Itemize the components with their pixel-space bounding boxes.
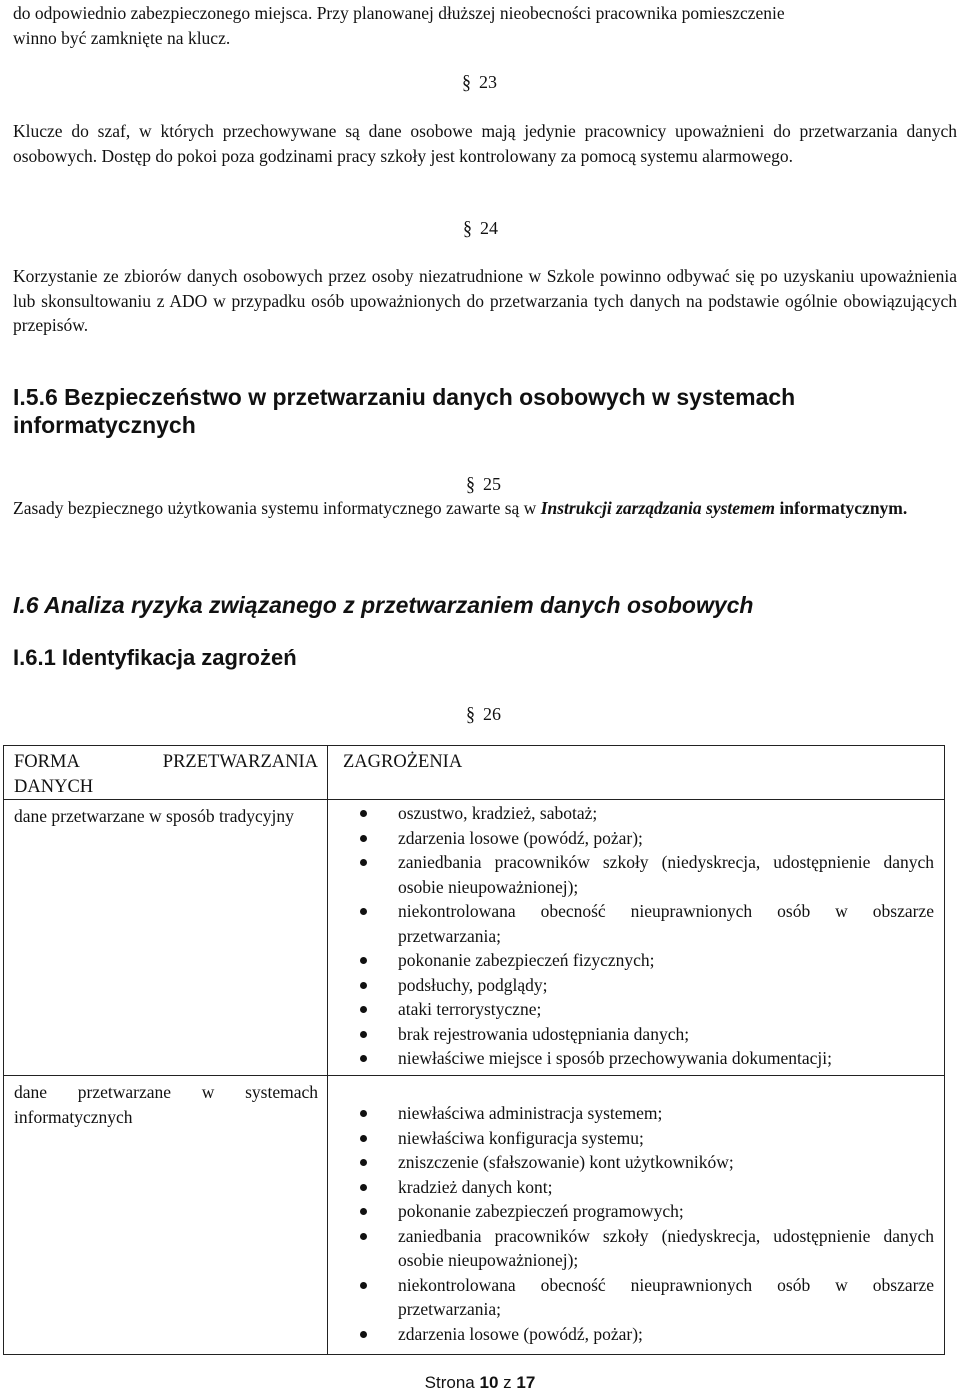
list-item: pokonanie zabezpieczeń programowych; (343, 1199, 934, 1224)
section-sign: § (466, 702, 475, 725)
list-item: kradzież danych kont; (343, 1175, 934, 1200)
section-25-text-plain: Zasady bezpiecznego użytkowania systemu informatycznego zawarte są w (13, 498, 541, 518)
continuation-line-1: do odpowiednio zabezpieczonego miejsca. Przy planowanej dłuższej nieobecności pracownika pomieszczenie (13, 3, 785, 23)
heading-i-6: I.6 Analiza ryzyka związanego z przetwarzaniem danych osobowych (13, 592, 754, 618)
list-item: podsłuchy, podglądy; (343, 973, 934, 998)
instruction-title: Instrukcji zarządzania systemem (540, 498, 776, 518)
header-form-label: FORMA PRZETWARZANIA DANYCH (14, 752, 318, 797)
section-26-label (466, 702, 501, 727)
list-item: zaniedbania pracowników szkoły (niedyskrecja, udostępnienie danych osobie nieupoważnionej); (343, 850, 934, 899)
list-item: pokonanie zabezpieczeń fizycznych; (343, 948, 934, 973)
header-threats-label: ZAGROŻENIA (343, 752, 463, 772)
heading-i-5-6: I.5.6 Bezpieczeństwo w przetwarzaniu danych osobowych w systemach informatycznych (13, 384, 796, 438)
list-item: niekontrolowana obecność nieuprawnionych osób w obszarze przetwarzania; (343, 1273, 934, 1322)
section-23-text: Klucze do szaf, w których przechowywane są dane osobowe mają jedynie pracownicy upoważnieni do przetwarzania danych osobowych. Dostęp do pokoi poza godzinami pracy szkoły jest kontrolowany za pomocą systemu alarmowego. (13, 121, 957, 166)
table-row (4, 1076, 945, 1355)
list-item: oszustwo, kradzież, sabotaż; (343, 801, 934, 826)
section-sign: § (462, 70, 471, 93)
page-footer (0, 1373, 960, 1393)
section-24-label (463, 216, 498, 241)
table-header-row (4, 746, 945, 800)
total-pages-number: 17 (516, 1373, 536, 1392)
list-item: niekontrolowana obecność nieuprawnionych osób w obszarze przetwarzania; (343, 899, 934, 948)
list-item: zdarzenia losowe (powódź, pożar); (343, 1322, 934, 1347)
threats-cell (328, 800, 945, 1076)
heading-i-6-1: I.6.1 Identyfikacja zagrożeń (13, 645, 297, 670)
section-number: 23 (479, 72, 497, 92)
section-number: 25 (483, 474, 501, 494)
list-item: brak rejestrowania udostępniania danych; (343, 1022, 934, 1047)
current-page-number: 10 (479, 1373, 499, 1392)
threat-list-it-systems (343, 1101, 934, 1346)
section-sign: § (463, 216, 472, 239)
section-sign: § (466, 472, 475, 495)
page-separator: z (503, 1373, 512, 1392)
form-label-traditional: dane przetwarzane w sposób tradycyjny (14, 806, 294, 826)
threat-list-traditional (343, 801, 934, 1071)
section-24-text: Korzystanie ze zbiorów danych osobowych przez osoby niezatrudnione w Szkole powinno odbywać się po uzyskaniu upoważnienia lub skonsultowaniu z ADO w przypadku osób upoważnionych do przetwarzania tych danych na podstawie ogólnie obowiązujących przepisów. (13, 266, 957, 335)
form-cell (4, 1076, 328, 1355)
list-item: zniszczenie (sfałszowanie) kont użytkowników; (343, 1150, 934, 1175)
section-23-label (462, 70, 497, 95)
header-cell-threats (328, 746, 945, 800)
list-item: niewłaściwa administracja systemem; (343, 1101, 934, 1126)
section-25-text (13, 496, 957, 521)
section-25-label (466, 472, 501, 497)
page-label: Strona (424, 1373, 475, 1392)
continuation-line-2: winno być zamknięte na klucz. (13, 27, 231, 48)
header-cell-form (4, 746, 328, 800)
list-item: zaniedbania pracowników szkoły (niedyskrecja, udostępnienie danych osobie nieupoważnionej); (343, 1224, 934, 1273)
table-row (4, 800, 945, 1076)
list-item: ataki terrorystyczne; (343, 997, 934, 1022)
instruction-title-end: informatycznym. (779, 498, 908, 518)
paragraph-continuation (13, 1, 957, 50)
section-number: 26 (483, 704, 501, 724)
form-cell (4, 800, 328, 1076)
list-item: zdarzenia losowe (powódź, pożar); (343, 826, 934, 851)
list-item: niewłaściwa konfiguracja systemu; (343, 1126, 934, 1151)
list-item: niewłaściwe miejsce i sposób przechowywania dokumentacji; (343, 1046, 934, 1071)
section-number: 24 (480, 218, 498, 238)
threats-cell (328, 1076, 945, 1355)
threat-table (3, 745, 945, 1355)
form-label-it-systems: dane przetwarzane w systemach informatycznych (14, 1082, 318, 1127)
